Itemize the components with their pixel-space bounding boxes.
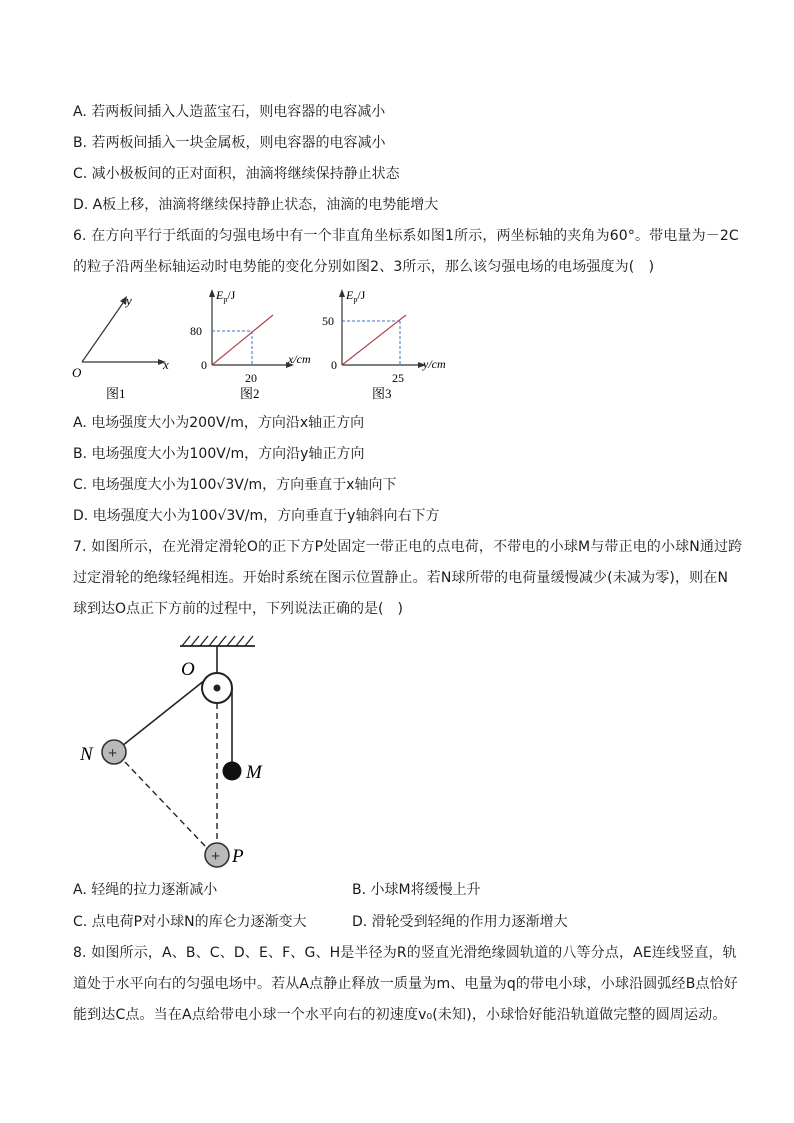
q6-figure-1	[66, 285, 186, 403]
q6-option-c: C. 电场强度大小为100√3V/m，方向垂直于x轴向下	[73, 477, 397, 493]
pulley-label-o: O	[181, 659, 195, 680]
rope-to-n	[122, 680, 205, 746]
q5-option-a: A. 若两板间插入人造蓝宝石，则电容器的电容减小	[73, 104, 386, 120]
fig3-data-line	[342, 315, 406, 365]
ball-n-plus-sign: +	[108, 745, 118, 762]
ball-n-label: N	[80, 744, 93, 765]
q8-line1: 8. 如图所示，A、B、C、D、E、F、G、H是半径为R的竖直光滑绝缘圆轨道的八等分点，AE连线竖直，轨	[73, 945, 737, 961]
q7-option-c: C. 点电荷P对小球N的库仑力逐渐变大	[73, 914, 307, 930]
q6-option-a: A. 电场强度大小为200V/m，方向沿x轴正方向	[73, 415, 365, 431]
q5-option-d: D. A板上移，油滴将继续保持静止状态，油滴的电势能增大	[73, 197, 439, 213]
q7-stem-line2: 过定滑轮的绝缘轻绳相连。开始时系统在图示位置静止。若N球所带的电荷量缓慢减少(未减为零)，则在N	[73, 570, 729, 586]
fig2-x-label: x/cm	[288, 352, 311, 366]
q7-option-d: D. 滑轮受到轻绳的作用力逐渐增大	[352, 914, 568, 930]
q7-figure	[70, 628, 290, 876]
fig1-caption: 图1	[106, 386, 126, 401]
fig2-origin: 0	[201, 358, 207, 372]
fig3-y-value: 50	[322, 314, 334, 328]
dashed-n-to-p	[125, 762, 205, 846]
fig1-origin-label: O	[72, 365, 82, 380]
pulley-axle	[214, 685, 221, 692]
q6-option-d: D. 电场强度大小为100√3V/m，方向垂直于y轴斜向右下方	[73, 508, 440, 524]
q6-figure-2	[190, 285, 325, 403]
q5-option-c: C. 减小极板间的正对面积，油滴将继续保持静止状态	[73, 166, 400, 182]
q8-line3: 能到达C点。当在A点给带电小球一个水平向右的初速度v₀(未知)，小球恰好能沿轨道做完整的圆周运动。	[73, 1007, 727, 1023]
charge-p-label: P	[232, 846, 244, 867]
fig2-x-value: 20	[245, 371, 257, 385]
fig3-x-value: 25	[392, 371, 404, 385]
fig2-data-line	[212, 315, 273, 365]
fig3-y-arrow	[339, 289, 345, 297]
q7-stem-line1: 7. 如图所示，在光滑定滑轮O的正下方P处固定一带正电的点电荷，不带电的小球M与带正电的小球N通过跨	[73, 539, 743, 555]
fig2-y-value: 80	[190, 324, 202, 338]
fig1-y-axis	[82, 303, 123, 362]
q8-line2: 道处于水平向右的匀强电场中。若从A点静止释放一质量为m、电量为q的带电小球，小球沿圆弧经B点恰好	[73, 976, 738, 992]
charge-p-plus-sign: +	[211, 848, 221, 865]
fig2-y-label: $E_p/J$	[216, 288, 236, 304]
q7-stem-line3: 球到达O点正下方前的过程中，下列说法正确的是( )	[73, 601, 403, 617]
ball-m	[223, 762, 242, 781]
fig3-origin: 0	[331, 358, 337, 372]
q7-option-b: B. 小球M将缓慢上升	[352, 882, 481, 898]
fig2-y-arrow	[209, 289, 215, 297]
ball-m-label: M	[246, 762, 262, 783]
q6-stem-line1: 6. 在方向平行于纸面的匀强电场中有一个非直角坐标系如图1所示，两坐标轴的夹角为60°。带电量为－2C	[73, 228, 739, 244]
q6-option-b: B. 电场强度大小为100V/m，方向沿y轴正方向	[73, 446, 365, 462]
fig3-x-label: y/cm	[423, 357, 446, 371]
fig3-y-label: $E_p/J$	[346, 288, 366, 304]
ceiling-hatch	[182, 636, 253, 646]
fig1-x-label: x	[163, 357, 169, 372]
fig3-caption: 图3	[372, 386, 392, 401]
q7-option-a: A. 轻绳的拉力逐渐减小	[73, 882, 218, 898]
q5-option-b: B. 若两板间插入一块金属板，则电容器的电容减小	[73, 135, 386, 151]
q6-stem-line2: 的粒子沿两坐标轴运动时电势能的变化分别如图2、3所示，那么该匀强电场的电场强度为( )	[73, 259, 655, 275]
q6-figure-3	[318, 285, 458, 403]
fig2-caption: 图2	[240, 386, 260, 401]
fig1-y-label: y	[126, 293, 132, 308]
